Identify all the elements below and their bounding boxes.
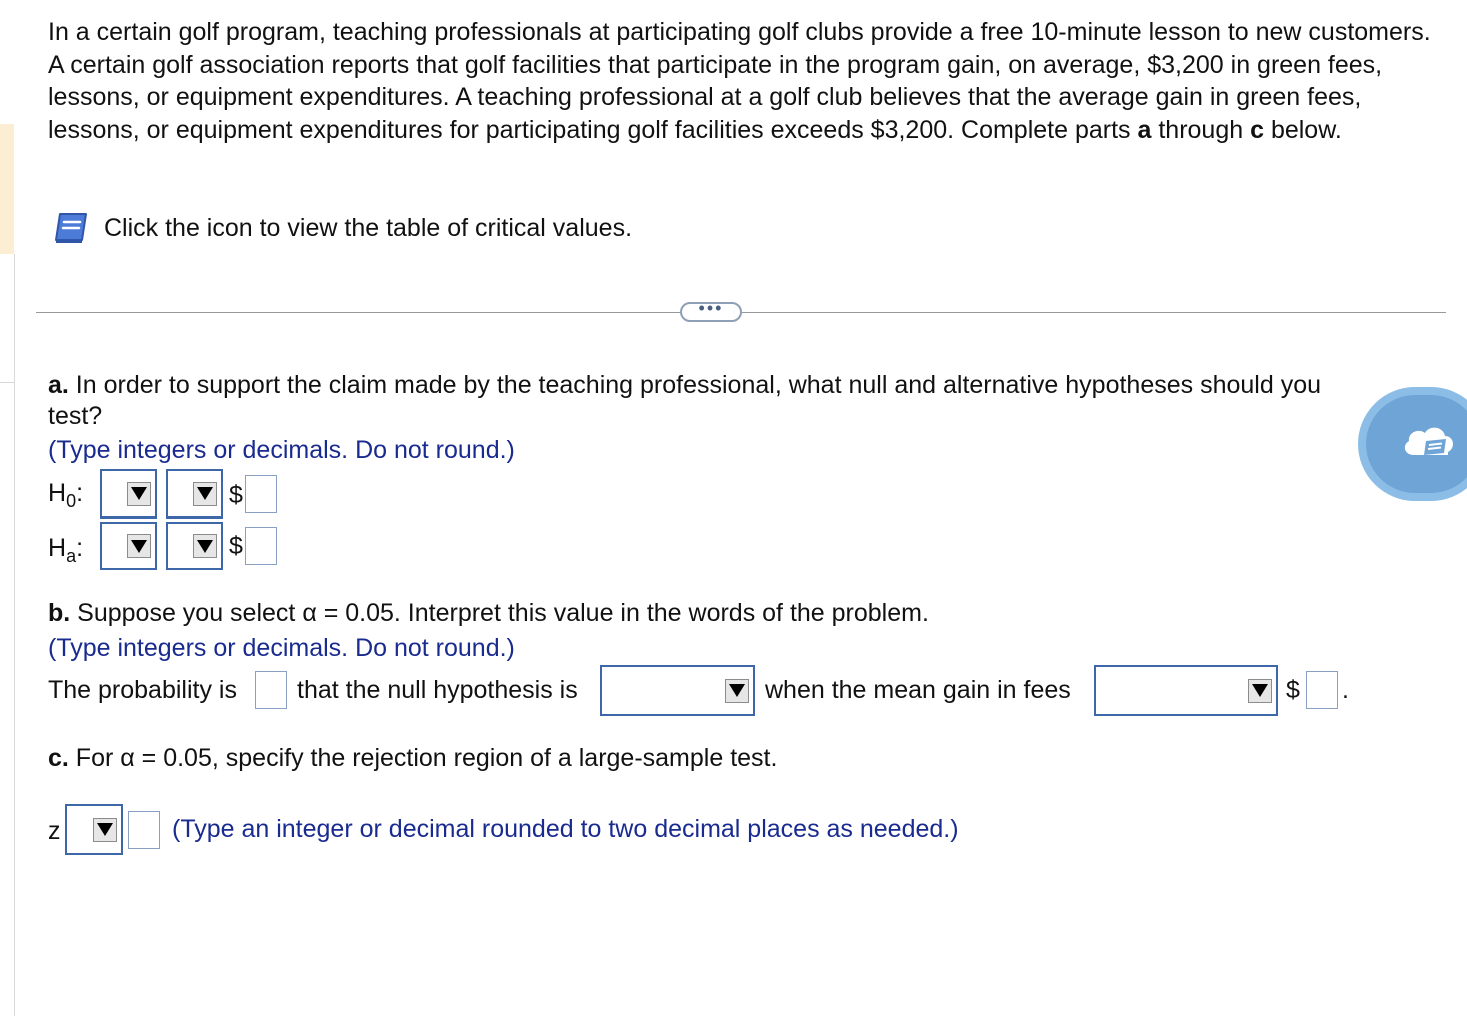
h0-label xyxy=(48,478,83,516)
part-b-hint: (Type integers or decimals. Do not round.) xyxy=(48,634,515,662)
part-a-hint: (Type integers or decimals. Do not round.) xyxy=(48,436,515,464)
part-c-question xyxy=(48,743,777,774)
h0-dollar-sign: $ xyxy=(229,481,243,509)
mean-gain-label: when the mean gain in fees xyxy=(765,676,1071,704)
part-b-question-post: = 0.05. Interpret this value in the words of the problem. xyxy=(316,599,929,627)
probability-label: The probability is xyxy=(48,676,237,704)
chevron-down-icon xyxy=(127,482,151,506)
left-rule xyxy=(14,254,15,1016)
ha-letter: H xyxy=(48,534,67,562)
h0-colon: : xyxy=(76,479,84,507)
left-accent-bar xyxy=(0,124,14,254)
probability-input[interactable] xyxy=(255,671,287,709)
part-b-period: . xyxy=(1342,676,1349,704)
h0-parameter-dropdown[interactable] xyxy=(100,469,157,519)
more-options-dots: ••• xyxy=(698,298,724,318)
ha-colon: : xyxy=(76,534,84,562)
ha-value-input[interactable] xyxy=(245,527,277,565)
part-a-question-text: In order to support the claim made by the teaching professional, what null and alternative hypotheses should you test? xyxy=(48,371,1322,430)
ha-dollar-sign: $ xyxy=(229,532,243,560)
part-c-ref: c xyxy=(1250,115,1264,144)
alpha-symbol: α xyxy=(302,599,317,627)
part-b-dollar-sign: $ xyxy=(1286,676,1300,704)
part-c-hint: (Type an integer or decimal rounded to two decimal places as needed.) xyxy=(172,815,959,843)
critical-values-link[interactable] xyxy=(52,210,632,246)
null-hypothesis-label: that the null hypothesis is xyxy=(297,676,578,704)
chevron-down-icon xyxy=(193,534,217,558)
rejection-operator-dropdown[interactable] xyxy=(65,804,123,855)
problem-text-through: through xyxy=(1151,115,1251,144)
problem-statement xyxy=(48,16,1448,146)
side-help-widget[interactable] xyxy=(1358,387,1467,501)
part-a-letter: a. xyxy=(48,371,69,399)
part-b-question-pre: Suppose you select xyxy=(70,599,303,627)
mean-gain-condition-dropdown[interactable] xyxy=(1094,665,1278,716)
part-a-ref: a xyxy=(1137,115,1152,144)
h0-value-input[interactable] xyxy=(245,475,277,513)
part-c-letter: c. xyxy=(48,744,69,772)
part-a-question xyxy=(48,370,1348,432)
problem-text: In a certain golf program, teaching professionals at participating golf clubs provide a free 10-minute lesson to new customers. A certain golf association reports that golf facilities that participate in the program gain, on average, $3,200 in green fees, lessons, or equipment expenditures. A teaching professional at a golf club believes that the average gain in green fees, lessons, or equipment expenditures for participating golf facilities exceeds $3,200. Complete parts xyxy=(48,18,1431,144)
h0-operator-dropdown[interactable] xyxy=(166,469,223,519)
part-c-question-pre: For xyxy=(68,744,121,772)
part-c-question-post: = 0.05, specify the rejection region of a large-sample test. xyxy=(134,744,778,772)
left-rule-tick xyxy=(0,382,14,383)
chevron-down-icon xyxy=(725,679,749,703)
chevron-down-icon xyxy=(193,482,217,506)
part-b-letter: b. xyxy=(48,599,71,627)
z-label: z xyxy=(48,817,61,845)
chevron-down-icon xyxy=(1248,679,1272,703)
part-b-question xyxy=(48,598,929,629)
alpha-symbol: α xyxy=(120,744,135,772)
more-options-button[interactable] xyxy=(680,298,742,322)
critical-values-label[interactable]: Click the icon to view the table of critical values. xyxy=(104,214,633,242)
rejection-value-input[interactable] xyxy=(128,811,160,849)
null-hypothesis-outcome-dropdown[interactable] xyxy=(600,665,755,716)
ha-operator-dropdown[interactable] xyxy=(166,522,223,570)
h0-letter: H xyxy=(48,479,67,507)
ha-label xyxy=(48,533,83,571)
ha-subscript: a xyxy=(66,546,77,566)
book-icon[interactable] xyxy=(52,210,92,246)
problem-text-below: below. xyxy=(1264,115,1342,144)
cloud-book-icon[interactable] xyxy=(1400,421,1458,468)
ha-parameter-dropdown[interactable] xyxy=(100,522,157,570)
chevron-down-icon xyxy=(93,818,117,842)
mean-gain-value-input[interactable] xyxy=(1306,671,1338,709)
chevron-down-icon xyxy=(127,534,151,558)
h0-subscript: 0 xyxy=(66,491,77,511)
